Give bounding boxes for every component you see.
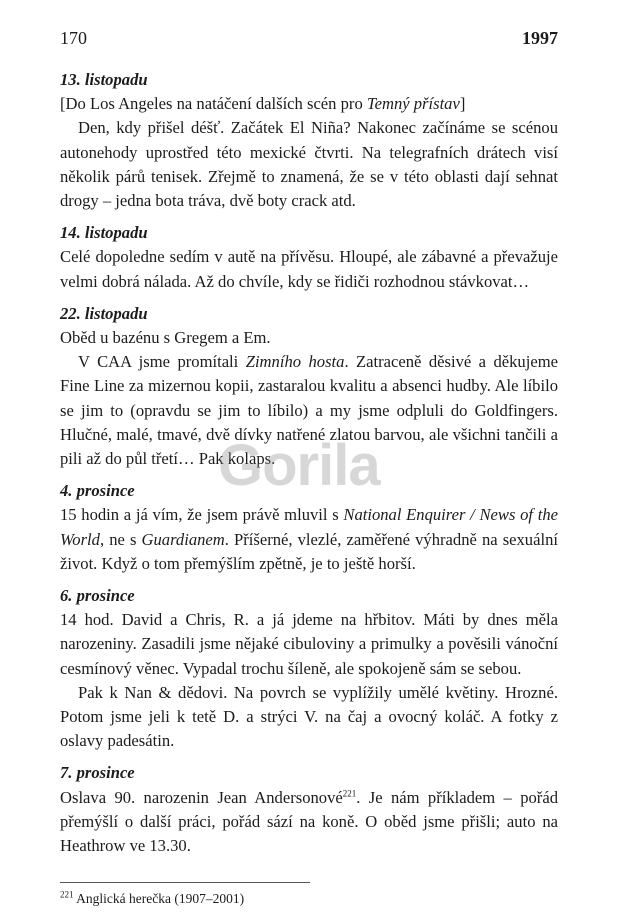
entry-date: 22. listopadu: [60, 303, 148, 323]
entry-date: 7. prosince: [60, 763, 135, 783]
footnote-text: Anglická herečka (1907–2001): [76, 891, 245, 906]
footnote-number: 221: [60, 889, 74, 900]
footnote-divider: [60, 882, 310, 883]
page-number: 170: [60, 28, 87, 48]
entry-paragraph: 15 hodin a já vím, že jsem právě mluvil s National Enquirer / News of the World, ne s Guardianem. Příšerné, vlezlé, zaměřené výhradně na sexuální život. Když o tom přemýšlím zpětně, je to ještě horší.: [60, 505, 558, 573]
entry-date: 6. prosince: [60, 586, 135, 606]
footnote-ref[interactable]: 221: [342, 788, 357, 799]
diary-entry: [60, 761, 558, 858]
footnote: [60, 882, 558, 907]
entry-paragraph: Pak k Nan & dědovi. Na povrch se vyplížily umělé květiny. Hrozné. Potom jsme jeli k tetě D. a strýci V. na čaj a ovocný koláč. A fotky z oslavy padesátin.: [60, 682, 558, 751]
diary-entry: [60, 221, 558, 294]
entry-note: [Do Los Angeles na natáčení dalších scén pro Temný přístav]: [60, 94, 466, 114]
running-header: [60, 28, 558, 52]
entry-date: 14. listopadu: [60, 223, 148, 243]
entry-paragraph: Oběd u bazénu s Gregem a Em.: [60, 328, 271, 348]
diary-entry: [60, 584, 558, 753]
entry-paragraph: V CAA jsme promítali Zimního hosta. Zatraceně děsivé a děkujeme Fine Line za mizernou kopii, zastaralou kvalitu a absenci hudby. Ale líbilo se jim to (opravdu se jim to líbilo) a my jsme odpluli do Goldfingers. Hlučné, malé, tmavé, dvě dívky natřené zlatou barvou, ale všichni tančili a pili až do půl třetí… Pak kolaps.: [60, 352, 558, 469]
entry-date: 4. prosince: [60, 481, 135, 501]
running-year: 1997: [522, 28, 558, 48]
entry-paragraph: 14 hod. David a Chris, R. a já jdeme na hřbitov. Máti by dnes měla narozeniny. Zasadili jsme nějaké cibuloviny a primulky a pověsili vánoční cesmínový věnec. Vypadal trochu šíleně, ale spokojeně sám se sebou.: [60, 610, 558, 678]
entry-paragraph: Celé dopoledne sedím v autě na přívěsu. Hloupé, ale zábavné a převažuje velmi dobrá nálada. Až do chvíle, kdy se řidiči rozhodnou stávkovat…: [60, 247, 558, 291]
watermark-logo: Gorila: [218, 433, 380, 498]
entry-paragraph: Den, kdy přišel déšť. Začátek El Niña? Nakonec začínáme se scénou autonehody uprostřed této mexické čtvrti. Na telegrafních drátech visí několik párů tenisek. Zřejmě to znamená, že se v této oblasti dají sehnat drogy – jedna bota tráva, dvě boty crack atd.: [60, 118, 558, 211]
entry-date: 13. listopadu: [60, 70, 148, 89]
diary-entry: [60, 68, 558, 213]
entry-paragraph: Oslava 90. narozenin Jean Andersonové$^{221}$. Je nám příkladem – pořád přemýšlí o další práci, pořád sází na koně. O oběd jsme přišli; auto na Heathrow ve 13.30.: [60, 787, 558, 856]
